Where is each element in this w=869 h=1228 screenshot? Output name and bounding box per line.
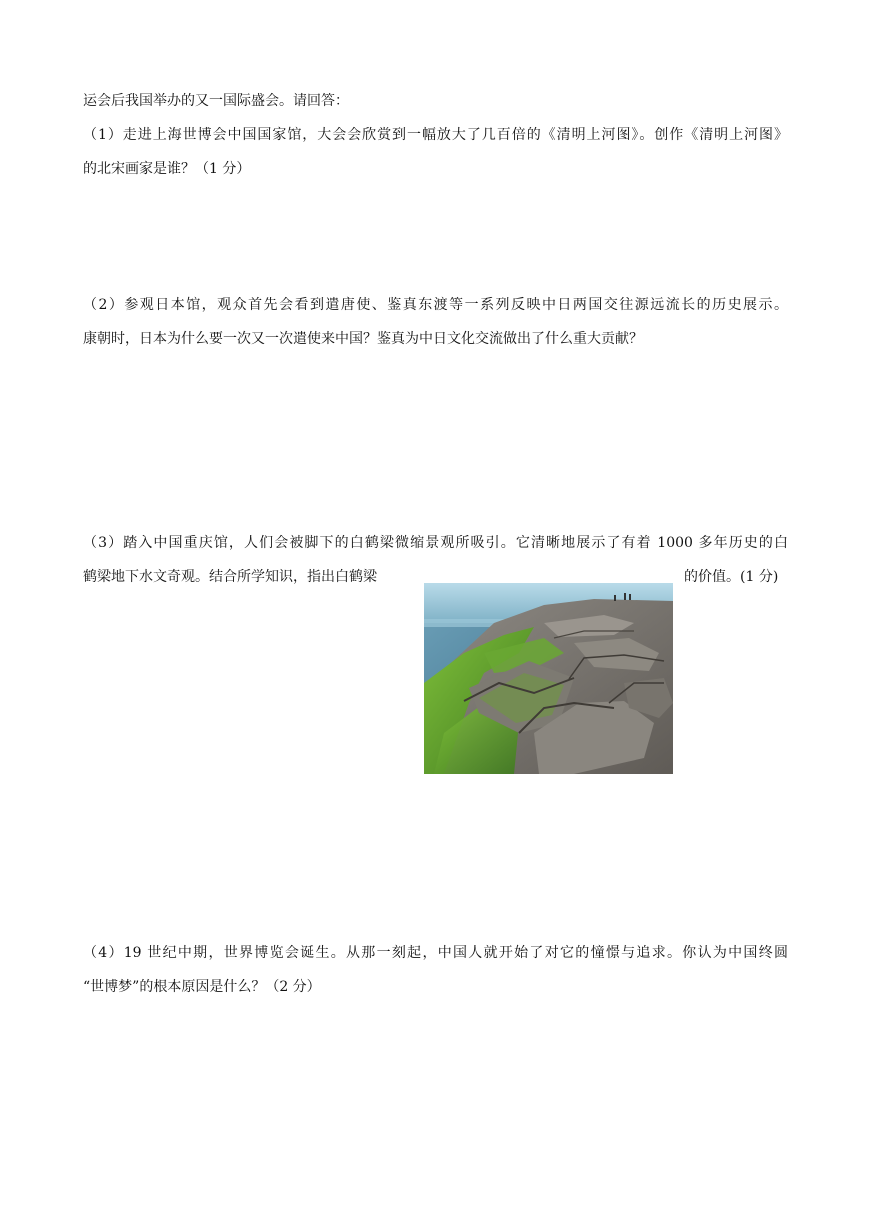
question-2-line-1: （2）参观日本馆，观众首先会看到遣唐使、鉴真东渡等一系列反映中日两国交往源远流长的历史展示。 <box>83 297 788 313</box>
question-3-line-2-right: 的价值。(1 分) <box>684 569 779 585</box>
question-4-line-2: “世博梦”的根本原因是什么？（2 分） <box>83 979 321 995</box>
intro-line: 运会后我国举办的又一国际盛会。请回答： <box>83 93 349 109</box>
baiheliang-stone-ridge-photo-icon <box>424 583 673 774</box>
question-1-line-2: 的北宋画家是谁？（1 分） <box>83 161 251 177</box>
question-4-line-1: （4）19 世纪中期，世界博览会诞生。从那一刻起，中国人就开始了对它的憧憬与追求。你认为中国终圆 <box>83 945 788 961</box>
question-3-line-1: （3）踏入中国重庆馆，人们会被脚下的白鹤梁微缩景观所吸引。它清晰地展示了有着 1000 多年历史的白 <box>83 535 788 551</box>
question-1-line-1: （1）走进上海世博会中国国家馆，大会会欣赏到一幅放大了几百倍的《清明上河图》。创作《清明上河图》 <box>83 127 788 143</box>
question-2-line-2: 康朝时，日本为什么要一次又一次遣使来中国？鉴真为中日文化交流做出了什么重大贡献？ <box>83 331 643 347</box>
baiheliang-photo <box>424 583 673 774</box>
question-3-line-2-left: 鹤梁地下水文奇观。结合所学知识，指出白鹤梁 <box>83 569 377 585</box>
